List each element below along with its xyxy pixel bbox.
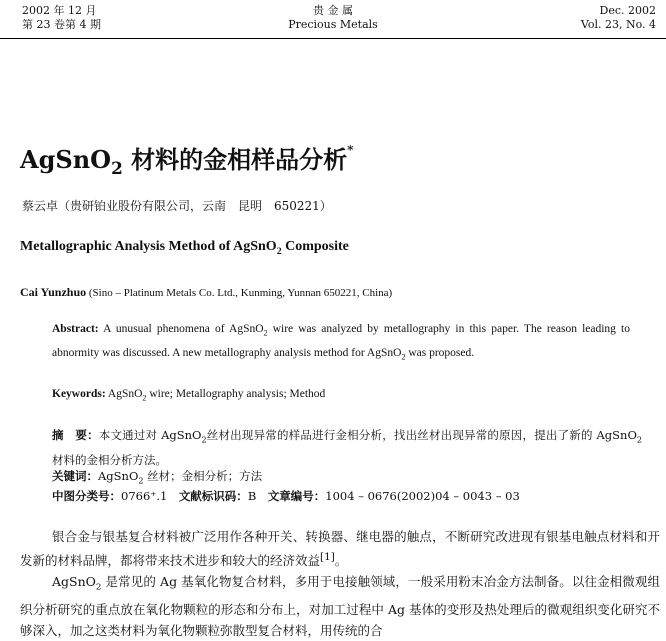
header-date-volume: 2002 年 12 月 第 23 卷第 4 期 xyxy=(22,4,101,31)
body-paragraph: 银合金与银基复合材料被广泛用作各种开关、转换器、继电器的触点，不断研究改进现有银基电触点材料和开发新的材料品牌，都将带来技术进步和较大的经济效益[1]。 xyxy=(20,529,660,569)
citation-ref: [1] xyxy=(320,551,335,563)
header-journal-name: 贵 金 属 Precious Metals xyxy=(288,4,378,31)
keywords-en: Keywords: AgSnO$_2$ wire; Metallography analysis; Method xyxy=(52,388,326,403)
title-footnote-mark: * xyxy=(347,143,354,157)
english-author: Cai Yunzhuo (Sino – Platinum Metals Co. Ltd., Kunming, Yunnan 650221, China) xyxy=(20,285,393,299)
classification-line: 中图分类号：0766⁺.1 文献标识码：B 文章编号：1004 – 0676(2002)04 – 0043 – 03 xyxy=(52,489,520,503)
running-header xyxy=(0,0,666,39)
abstract-cn: 摘 要：本文通过对 AgSnO$_2$丝材出现异常的样品进行金相分析，找出丝材出现异常的原因，提出了新的 AgSnO$_2$材料的金相分析方法。 xyxy=(52,428,643,468)
english-title: Metallographic Analysis Method of AgSnO$_2$ Composite xyxy=(20,239,349,257)
keywords-cn: 关键词：AgSnO$_2$ 丝材；金相分析；方法 xyxy=(52,469,263,486)
paper-title: AgSnO$_2$ 材料的金相样品分析* xyxy=(20,143,354,178)
abstract-en: Abstract: A unusual phenomena of AgSnO$_2$ wire was analyzed by metallography in this paper. The reason leading to abnormity was discussed. A new metallography analysis method for AgSnO$_2$ was proposed. xyxy=(52,323,630,362)
header-issue: Dec. 2002 Vol. 23, No. 4 xyxy=(580,4,656,31)
author-affiliation-cn: 蔡云卓（贵研铂业股份有限公司，云南 昆明 650221） xyxy=(22,199,332,213)
body-paragraph: AgSnO$_2$ 是常见的 Ag 基氧化物复合材料，多用于电接触领域，一般采用粉末冶金方法制备。以往金相微观组织分析研究的重点放在氧化物颗粒的形态和分布上，对加工过程中 Ag 基体的变形及热处理后的微观组织变化研究不够深入，加之这类材料为氧化物颗粒弥散型复合材料，用传统的合 xyxy=(20,574,660,638)
body-text xyxy=(20,526,660,641)
